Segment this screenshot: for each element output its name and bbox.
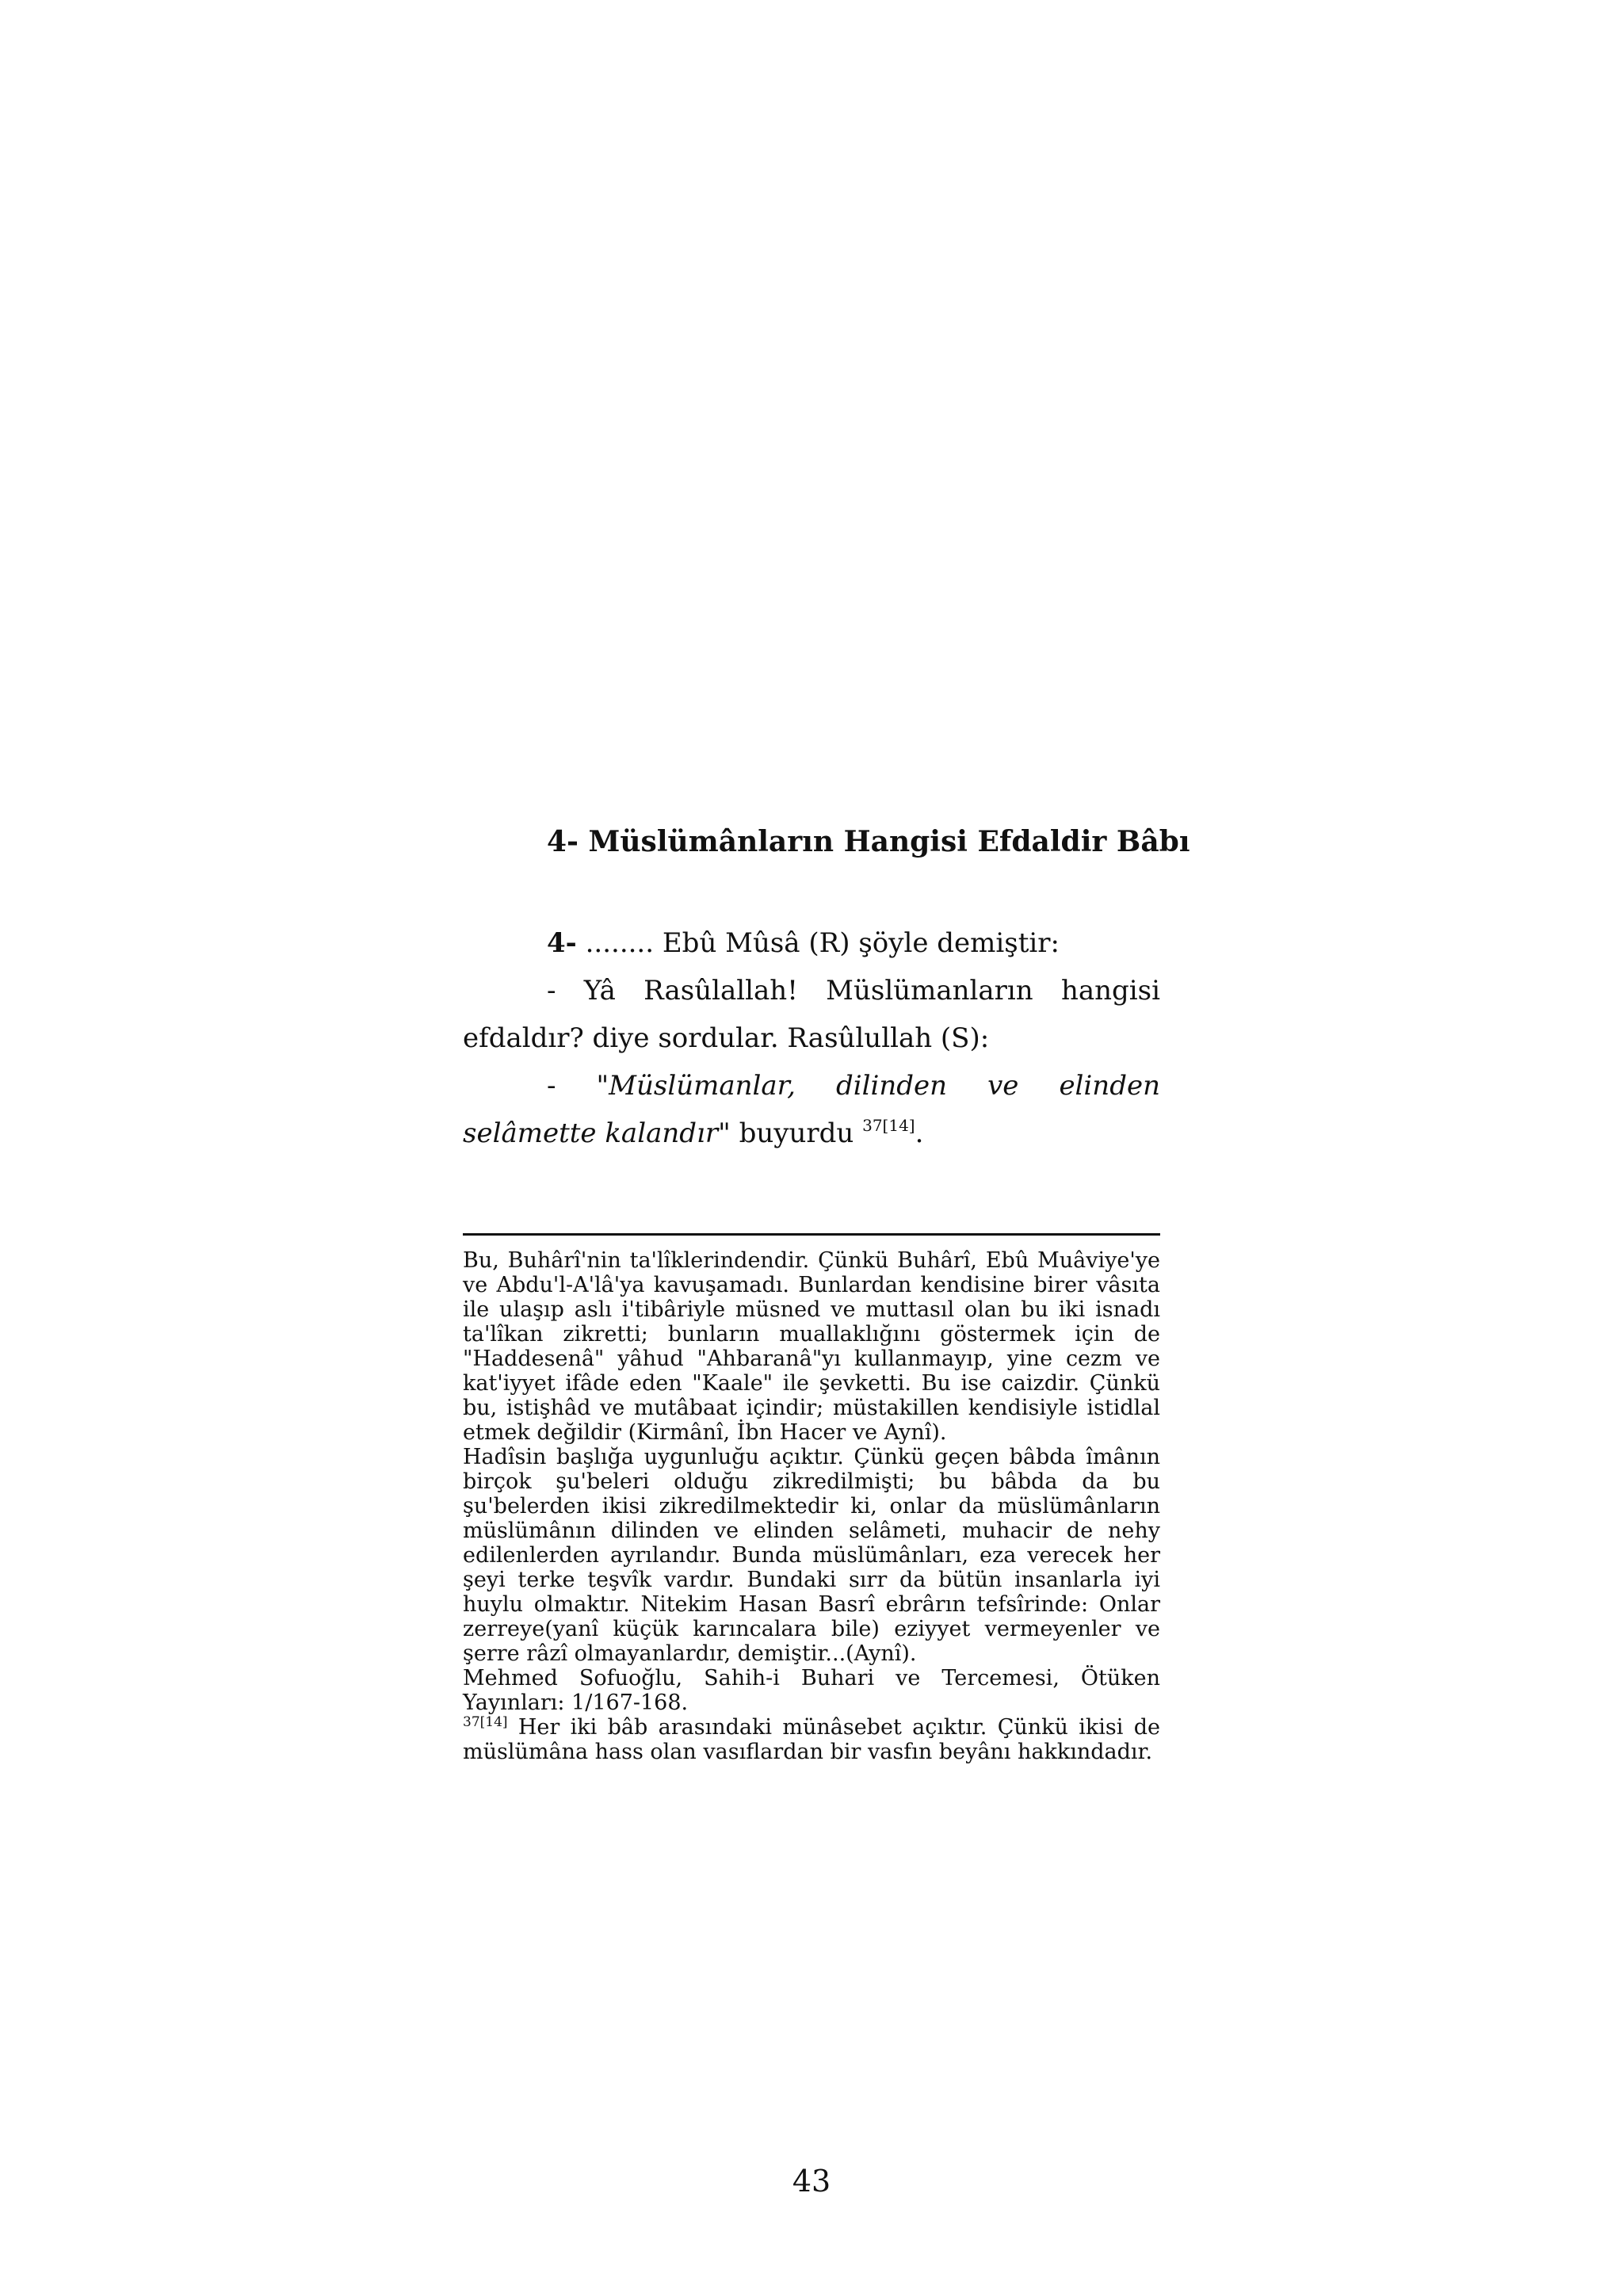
answer-prefix: -: [547, 1070, 597, 1102]
footnotes-block: [463, 1248, 1160, 1764]
hadith-intro-line: [547, 919, 1160, 967]
hadith-number: 4-: [547, 927, 577, 959]
hadith-answer: [463, 1062, 1160, 1157]
answer-suffix: buyurdu: [730, 1117, 863, 1149]
hadith-intro: ........ Ebû Mûsâ (R) şöyle demiştir:: [576, 927, 1060, 959]
footnote-reference[interactable]: 37[14]: [862, 1116, 915, 1135]
hadith-question: - Yâ Rasûlallah! Müslümanların hangisi efdaldır? diye sordular. Rasûlullah (S):: [463, 975, 1160, 1054]
footnote-separator: [463, 1233, 1160, 1236]
footnote-note: [463, 1715, 1160, 1764]
footnote-paragraph-1: Bu, Buhârî'nin ta'lîklerindendir. Çünkü Buhârî, Ebû Muâviye'ye ve Abdu'l-A'lâ'ya kavuşamadı. Bunlardan kendisine birer vâsıta ile ulaşıp aslı i'tibâriyle müsned ve muttasıl olan bu iki isnadı ta'lîkan zikretti; bunların muallaklığını göstermek için de "Haddesenâ" yâhud "Ahbaranâ"yı kullanmayıp, yine cezm ve kat'iyyet ifâde eden "Kaale" ile şevketti. Bu ise caizdir. Çünkü bu, istişhâd ve mutâbaat içindir; müstakillen kendisiyle istidlal etmek değildir (Kirmânî, İbn Hacer ve Aynî).: [463, 1248, 1160, 1445]
answer-end: .: [915, 1117, 924, 1149]
footnote-note-marker: 37[14]: [463, 1714, 508, 1730]
footnote-paragraph-2: Hadîsin başlığa uygunluğu açıktır. Çünkü geçen bâbda îmânın birçok şu'beleri olduğu zikredilmişti; bu bâbda da bu şu'belerden ikisi zikredilmektedir ki, onlar da müslümânların müslümânın dilinden ve elinden selâmeti, muhacir de nehy edilenlerden ayrılandır. Bunda müslümânları, eza verecek her şeyi terke teşvîk vardır. Bundaki sırr da bütün insanlarla iyi huylu olmaktır. Nitekim Hasan Basrî ebrârın tefsîrinde: Onlar zerreye(yanî küçük karıncalara bile) eziyyet vermeyenler ve şerre râzî olmayanlardır, demiştir...(Aynî).: [463, 1445, 1160, 1666]
footnote-paragraph-3: Mehmed Sofuoğlu, Sahih-i Buhari ve Tercemesi, Ötüken Yayınları: 1/167-168.: [463, 1666, 1160, 1715]
hadith-text: [463, 919, 1160, 1157]
section-heading: 4- Müslümânların Hangisi Efdaldir Bâbı: [547, 825, 1190, 858]
page-number: 43: [792, 2164, 831, 2199]
answer-quote: "Müslümanlar, dilinden ve elinden selâmette kalandır": [463, 1070, 1160, 1149]
footnote-note-text: Her iki bâb arasındaki münâsebet açıktır. Çünkü ikisi de müslümâna hass olan vasıflardan bir vasfın beyânı hakkındadır.: [463, 1715, 1160, 1764]
